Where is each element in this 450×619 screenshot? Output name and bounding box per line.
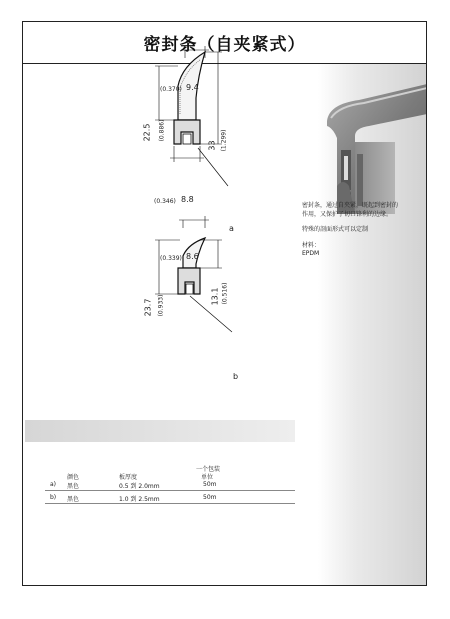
seal-photo — [319, 66, 427, 214]
dim-b-left-mm: 23.7 — [143, 298, 153, 317]
dim-a-right-inch: (1.299) — [220, 129, 228, 152]
dim-b-top-mm: 8.6 — [186, 252, 199, 261]
description-para-2: 特殊的剖面形式可以定制 — [302, 226, 369, 233]
description — [302, 202, 400, 266]
material-label: 材料： — [302, 241, 321, 249]
row-divider — [45, 490, 295, 491]
dim-a-bottom-inch: (0.346) — [154, 198, 176, 205]
dim-b-right-inch: (0.516) — [221, 282, 229, 305]
callout-a: a — [229, 224, 234, 233]
col-header-thickness: 板厚度 — [119, 474, 138, 481]
dim-a-top-mm: 9.4 — [186, 83, 199, 92]
col-header-color: 颜色 — [67, 474, 80, 481]
technical-drawing — [0, 0, 295, 375]
col-header-package-1: 一个包装 — [196, 466, 221, 473]
row-b-thickness: 1.0 到 2.5mm — [119, 496, 160, 503]
row-a-color: 黑色 — [67, 483, 80, 490]
row-a-package: 50m — [203, 481, 217, 488]
dim-a-top-inch: (0.370) — [160, 86, 182, 93]
dim-b-right-mm: 13.1 — [210, 287, 220, 306]
row-b-color: 黑色 — [67, 496, 80, 503]
row-a-id: a) — [50, 481, 57, 488]
dim-a-right-mm: 33 — [207, 140, 217, 151]
dim-a-left-mm: 22.5 — [142, 123, 152, 142]
page-title: 密封条（自夹紧式） — [143, 35, 306, 55]
dim-a-left-inch: (0.886) — [158, 119, 166, 142]
profile-b — [155, 216, 232, 332]
profile-a — [155, 46, 228, 186]
dim-b-left-inch: (0.933) — [157, 294, 165, 317]
dim-a-bottom-mm: 8.8 — [181, 195, 194, 204]
material-value: EPDM — [302, 250, 320, 257]
row-b-id: b) — [50, 494, 57, 501]
dim-b-top-inch: (0.339) — [160, 255, 182, 262]
row-b-package: 50m — [203, 494, 217, 501]
row-divider — [45, 503, 295, 504]
callout-b: b — [233, 372, 239, 381]
table-header-band — [25, 420, 295, 442]
col-header-package-2: 单位 — [201, 474, 214, 481]
row-a-thickness: 0.5 到 2.0mm — [119, 483, 160, 490]
description-para-1: 密封条，通过自夹紧，既起到密封的作用，又保护了切口锋利的边缘。 — [302, 202, 399, 218]
